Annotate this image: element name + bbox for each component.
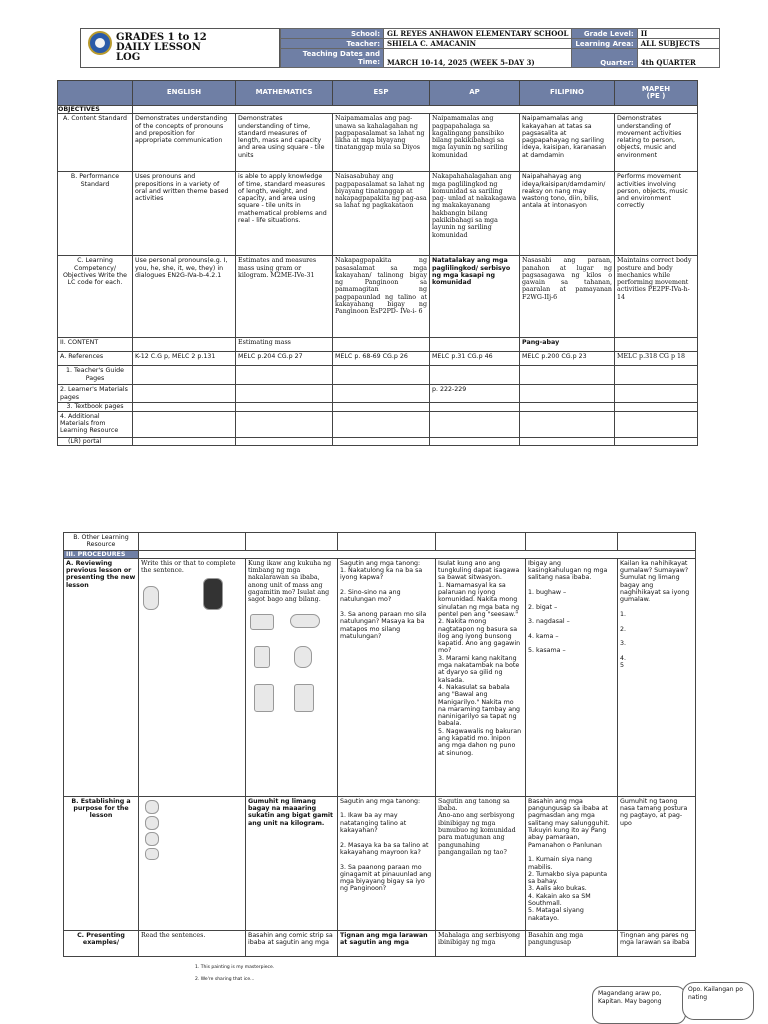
teachers-guide-row — [58, 366, 698, 385]
procedures-row — [64, 550, 696, 558]
cell-mapeh: MELC p.318 CG p 18 — [615, 352, 698, 366]
content-standard-row — [58, 114, 698, 172]
bag-image — [254, 684, 274, 712]
cell-empty — [133, 402, 236, 411]
speech-bubble: Opo. Kailangan po nating — [682, 982, 754, 1020]
area-label: Learning Area: — [572, 39, 637, 49]
school-value: GL REYES ANHAWON ELEMENTARY SCHOOL — [384, 29, 572, 39]
objectives-label: OBJECTIVES — [58, 106, 133, 114]
cell-math: is able to apply knowledge of time, standard measures of length, weight, and capacity, and area using square - tile units in mathematical problems and real - life situations. — [236, 172, 333, 256]
cell-empty — [526, 533, 618, 551]
cell-empty — [520, 411, 615, 437]
cell-empty — [133, 437, 236, 445]
kids-illustration — [141, 578, 243, 614]
objectives-span — [133, 106, 698, 114]
cell-empty — [615, 402, 698, 411]
cell-empty — [615, 437, 698, 445]
row-label: 2. Learner's Materials pages — [58, 385, 133, 403]
cell-esp: Tignan ang mga larawan at sagutin ang mga — [338, 930, 436, 956]
cell-filipino: Nasasabi ang paraan, panahon at lugar ng pagsasagawa ng kilos o gawain sa tahanan, paaralan at pamayanan F2WG-IIj-6 — [520, 256, 615, 338]
col-mapeh — [615, 81, 698, 106]
subject-header-row — [58, 81, 698, 106]
cell-mapeh: Performs movement activities involving person, objects, music and environment correctly — [615, 172, 698, 256]
child-image — [294, 684, 314, 712]
cell-empty — [520, 366, 615, 385]
row-label: 4. Additional Materials from Learning Resource — [58, 411, 133, 437]
cell-empty — [139, 533, 246, 551]
grade-label: Grade Level: — [572, 29, 637, 39]
cell-empty — [333, 437, 430, 445]
cell-empty — [615, 385, 698, 403]
cell-math: Estimates and measures mass using gram or kilogram. M2ME-IVe-31 — [236, 256, 333, 338]
col-english: ENGLISH — [133, 81, 236, 106]
row-label: C. Presenting examples/ — [64, 930, 139, 956]
cell-empty — [333, 366, 430, 385]
procedures-span — [139, 550, 696, 558]
cell-filipino: Pang-abay — [520, 338, 615, 352]
cell-ap: Isulat kung ano ang tungkuling dapat isagawa sa bawat sitwasyon. 1. Namamasyal ka sa palaruan ng iyong komunidad. Nakita mong sinulatan ng mga bata ng pentel pen ang "seesaw." 2. Nakita mong nagtatapon ng basura sa ilog ang iyong bunsong kapatid. Ano ang gagawin mo? 3. Marami kang nakitang mga nakatambak na bote at dyaryo sa gilid ng kalsada. 4. Nakasulat sa babala ang "Bawal ang Manigarilyo." Nakita mo na maraming tambay ang naninigarilyo sa tapat ng babala. 5. Nagwawalis ng bakuran ang kapatid mo. Inipon ang mga dahon ng puno at sinunog. — [436, 558, 526, 796]
area-value: ALL SUBJECTS — [637, 39, 719, 49]
cell-empty — [436, 533, 526, 551]
cell-mapeh: Tingnan ang pares ng mga larawan sa ibaba — [618, 930, 696, 956]
cell-ap: Natatalakay ang mga paglilingkod/ serbisyo ng mga kasapi ng komunidad — [430, 256, 520, 338]
cell-ap: p. 222-229 — [430, 385, 520, 403]
cell-english: K-12 C.G p, MELC 2 p.131 — [133, 352, 236, 366]
cell-empty — [520, 385, 615, 403]
cell-mapeh: Gumuhit ng taong nasa tamang postura ng pagtayo, at pag-upo — [618, 796, 696, 930]
row-label: C. Learning Competency/ Objectives Write the LC code for each. — [58, 256, 133, 338]
textbook-row — [58, 402, 698, 411]
lesson-log-table-bottom — [63, 532, 696, 957]
cell-ap: Nakapahahalagahan ang mga paglilingkod ng komunidad sa sariling pag- unlad at nakakagawa ng makakayanang hakbangin bilang pakikibahagi sa mga layunin ng sariling komunidad — [430, 172, 520, 256]
dates-label — [281, 49, 384, 68]
cell-filipino: Ibigay ang kasingkahulugan ng mga salitang nasa ibaba. 1. bughaw – 2. bigat – 3. nagdasal – 4. kama – 5. kasama – — [526, 558, 618, 796]
speech-bubble: Magandang araw po, Kapitan. May bagong — [592, 986, 686, 1024]
cell-empty — [430, 411, 520, 437]
faces-illustration — [141, 798, 243, 858]
example-line: 2. We're sharing that ice... — [195, 977, 255, 982]
cell-filipino: Naipamamalas ang kakayahan at tatas sa pagsasalita at pagpapahayag ng sariling ideya, kaisipan, karanasan at damdamin — [520, 114, 615, 172]
review-row — [64, 558, 696, 796]
objectives-row — [58, 106, 698, 114]
corner-cell — [58, 81, 133, 106]
purpose-row — [64, 796, 696, 930]
mapeh-label: MAPEH — [641, 84, 671, 93]
objects-illustration — [248, 612, 335, 732]
learners-materials-row — [58, 385, 698, 403]
col-filipino: FILIPINO — [520, 81, 615, 106]
row-label: 1. Teacher's Guide Pages — [58, 366, 133, 385]
object-image — [294, 646, 312, 668]
face-image — [145, 848, 159, 860]
cell-ap: Naipamamalas ang pagpapahalaga sa kagalingang pansibiko bilang pakikibahagi sa mga layunin ng sariling komunidad — [430, 114, 520, 172]
cell-empty — [333, 411, 430, 437]
cell-empty — [236, 402, 333, 411]
cell-empty — [618, 533, 696, 551]
quarter-value: 4th QUARTER — [637, 49, 719, 68]
title-line: LOG — [116, 52, 141, 63]
row-label: A. Reviewing previous lesson or presenting the new lesson — [64, 558, 139, 796]
cell-empty — [236, 385, 333, 403]
cell-empty — [236, 437, 333, 445]
cell-esp: Sagutin ang mga tanong: 1. Ikaw ba ay may natatanging talino at kakayahan? 2. Masaya ka ba sa talino at kakayahang mayroon ka? 3. Sa paanong paraan mo ginagamit at pinauunlad ang mga biyayang bigay sa iyo ng Panginoon? — [338, 796, 436, 930]
cell-esp: Sagutin ang mga tanong: 1. Nakatulong ka na ba sa iyong kapwa? 2. Sino-sino na ang natulungan mo? 3. Sa anong paraan mo sila natulungan? Masaya ka ba matapos mo silang matulungan? — [338, 558, 436, 796]
lesson-log-table-top — [57, 80, 698, 446]
dates-value: MARCH 10-14, 2025 (WEEK 5-DAY 3) — [384, 49, 572, 68]
col-esp: ESP — [333, 81, 430, 106]
cell-esp: Naisasabuhay ang pagpapasalamat sa lahat ng biyayang tinatanggap at nakapagpapakita ng pag-asa sa lahat ng pagkakataon — [333, 172, 430, 256]
row-label: B. Establishing a purpose for the lesson — [64, 796, 139, 930]
child-image — [203, 578, 223, 610]
row-label: B. Other Learning Resource — [64, 533, 139, 551]
cell-empty — [236, 411, 333, 437]
cell-empty — [236, 366, 333, 385]
cell-empty — [333, 402, 430, 411]
object-image — [254, 646, 270, 668]
procedures-label: III. PROCEDURES — [64, 550, 139, 558]
col-ap: AP — [430, 81, 520, 106]
cell-english — [139, 558, 246, 796]
cell-math: Estimating mass — [236, 338, 333, 352]
learning-competency-row — [58, 256, 698, 338]
cell-english — [139, 796, 246, 930]
cell-empty — [615, 366, 698, 385]
pe-label: (PE ) — [646, 92, 666, 100]
dates-label-line: Time: — [357, 58, 380, 66]
child-image — [143, 586, 159, 610]
deped-seal-logo — [88, 31, 112, 55]
cell-empty — [133, 411, 236, 437]
cell-empty — [430, 366, 520, 385]
face-image — [145, 800, 159, 814]
cell-empty — [430, 402, 520, 411]
cell-ap — [430, 338, 520, 352]
other-resource-row — [64, 533, 696, 551]
cell-ap: MELC p.31 CG.p 46 — [430, 352, 520, 366]
col-mathematics: MATHEMATICS — [236, 81, 333, 106]
title-line: GRADES 1 to 12 — [116, 32, 207, 43]
object-image — [250, 614, 274, 630]
example-sentences-image — [195, 962, 274, 986]
cell-empty — [246, 533, 338, 551]
cell-math — [246, 558, 338, 796]
header-info-table — [280, 28, 720, 68]
cell-mapeh: Kailan ka nahihikayat gumalaw? Sumayaw? Sumulat ng limang bagay ang naghihikayat sa iyong gumalaw. 1. 2. 3. 4. 5 — [618, 558, 696, 796]
cell-esp: MELC p. 68-69 CG.p 26 — [333, 352, 430, 366]
cell-esp: Naipamamalas ang pag-unawa sa kahalagahan ng pagpapasalamat sa lahat ng likha at mga biyayang tinatanggap mula sa Diyos — [333, 114, 430, 172]
fish-image — [290, 614, 320, 628]
cell-math: Gumuhit ng limang bagay na maaaring sukatin ang bigat gamit ang unit na kilogram. — [246, 796, 338, 930]
dates-label-line: Teaching Dates and — [302, 50, 380, 58]
title-line: DAILY LESSON — [116, 42, 201, 53]
cell-empty — [133, 366, 236, 385]
document-title — [116, 33, 207, 63]
example-line: 1. This painting is my masterpiece. — [195, 965, 275, 970]
cell-english: Uses pronouns and prepositions in a variety of oral and written theme based activities — [133, 172, 236, 256]
cell-esp — [333, 338, 430, 352]
teacher-label: Teacher: — [281, 39, 384, 49]
review-math-text: Kung ikaw ang kukuha ng timbang ng mga nakalarawan sa ibaba, anong unit of mass ang gagamitin mo? Isulat ang sagot bago ang bilang. — [248, 559, 332, 604]
cell-math: Basahin ang comic strip sa ibaba at sagutin ang mga — [246, 930, 338, 956]
review-english-text: Write this or that to complete the sentence. — [141, 559, 236, 575]
additional-materials-row — [58, 411, 698, 437]
grade-value: II — [637, 29, 719, 39]
performance-standard-row — [58, 172, 698, 256]
cell-filipino: Basahin ang mga pangungusap sa ibaba at pagmasdan ang mga salitang may salungguhit. Tukuyin kung ito ay Pang abay pamaraan, Pamanahon o Panlunan 1. Kumain siya nang mabilis. 2. Tumakbo siya papunta sa bahay. 3. Aalis ako bukas. 4. Kakain ako sa SM Southmall. 5. Matagal siyang nakatayo. — [526, 796, 618, 930]
row-label: A. References — [58, 352, 133, 366]
cell-filipino: MELC p.200 CG.p 23 — [520, 352, 615, 366]
face-image — [145, 816, 159, 830]
row-label: B. Performance Standard — [58, 172, 133, 256]
row-label: A. Content Standard — [58, 114, 133, 172]
cell-mapeh: Maintains correct body posture and body mechanics while performing movement activities PE2PF-IVa-h-14 — [615, 256, 698, 338]
lr-portal-row — [58, 437, 698, 445]
cell-empty — [333, 385, 430, 403]
cell-empty — [520, 402, 615, 411]
cell-mapeh: Demonstrates understanding of movement activities relating to person, objects, music and environment — [615, 114, 698, 172]
cell-empty — [430, 437, 520, 445]
teacher-value: SHIELA C. AMACANIN — [384, 39, 572, 49]
row-label: 3. Textbook pages — [58, 402, 133, 411]
cell-empty — [133, 385, 236, 403]
cell-math: Demonstrates understanding of time, standard measures of length, mass and capacity and area using square - tile units — [236, 114, 333, 172]
cell-ap: Sagutin ang tanong sa ibaba. Ano-ano ang serbisyong ibinibigay ng mga bumubuo ng komunidad para matugunan ang pangunahing pangangailan ng tao? — [436, 796, 526, 930]
cell-english: Use personal pronouns(e.g. I, you, he, she, it, we, they) in dialogues EN2G-IVa-b-4.2.1 — [133, 256, 236, 338]
presenting-row — [64, 930, 696, 956]
cell-empty — [615, 411, 698, 437]
school-label: School: — [281, 29, 384, 39]
cell-filipino: Basahin ang mga pangungusap — [526, 930, 618, 956]
cell-english — [133, 338, 236, 352]
cell-english: Demonstrates understanding of the concepts of pronouns and preposition for appropriate communication — [133, 114, 236, 172]
row-label: II. CONTENT — [58, 338, 133, 352]
cell-english: Read the sentences. — [139, 930, 246, 956]
cell-esp: Nakapagpapakita ng pasasalamat sa mga kakayahan/ talinong bigay ng Panginoon sa pamamagitan ng pagpapaunlad ng talino at kakayahang bigay ng Panginoon EsP2PD- IVe-i- 6 — [333, 256, 430, 338]
cell-empty — [520, 437, 615, 445]
cell-mapeh — [615, 338, 698, 352]
cell-ap: Mahalaga ang serbisyong ibinibigay ng mga — [436, 930, 526, 956]
content-row — [58, 338, 698, 352]
row-label: (LR) portal — [58, 437, 133, 445]
cell-filipino: Naipahahayag ang ideya/kaisipan/damdamin/ reaksy on nang may wastong tono, diin, bilis, antala at intonasyon — [520, 172, 615, 256]
references-row — [58, 352, 698, 366]
cell-empty — [338, 533, 436, 551]
cell-math: MELC p.204 CG.p 27 — [236, 352, 333, 366]
quarter-label: Quarter: — [572, 49, 637, 68]
face-image — [145, 832, 159, 846]
